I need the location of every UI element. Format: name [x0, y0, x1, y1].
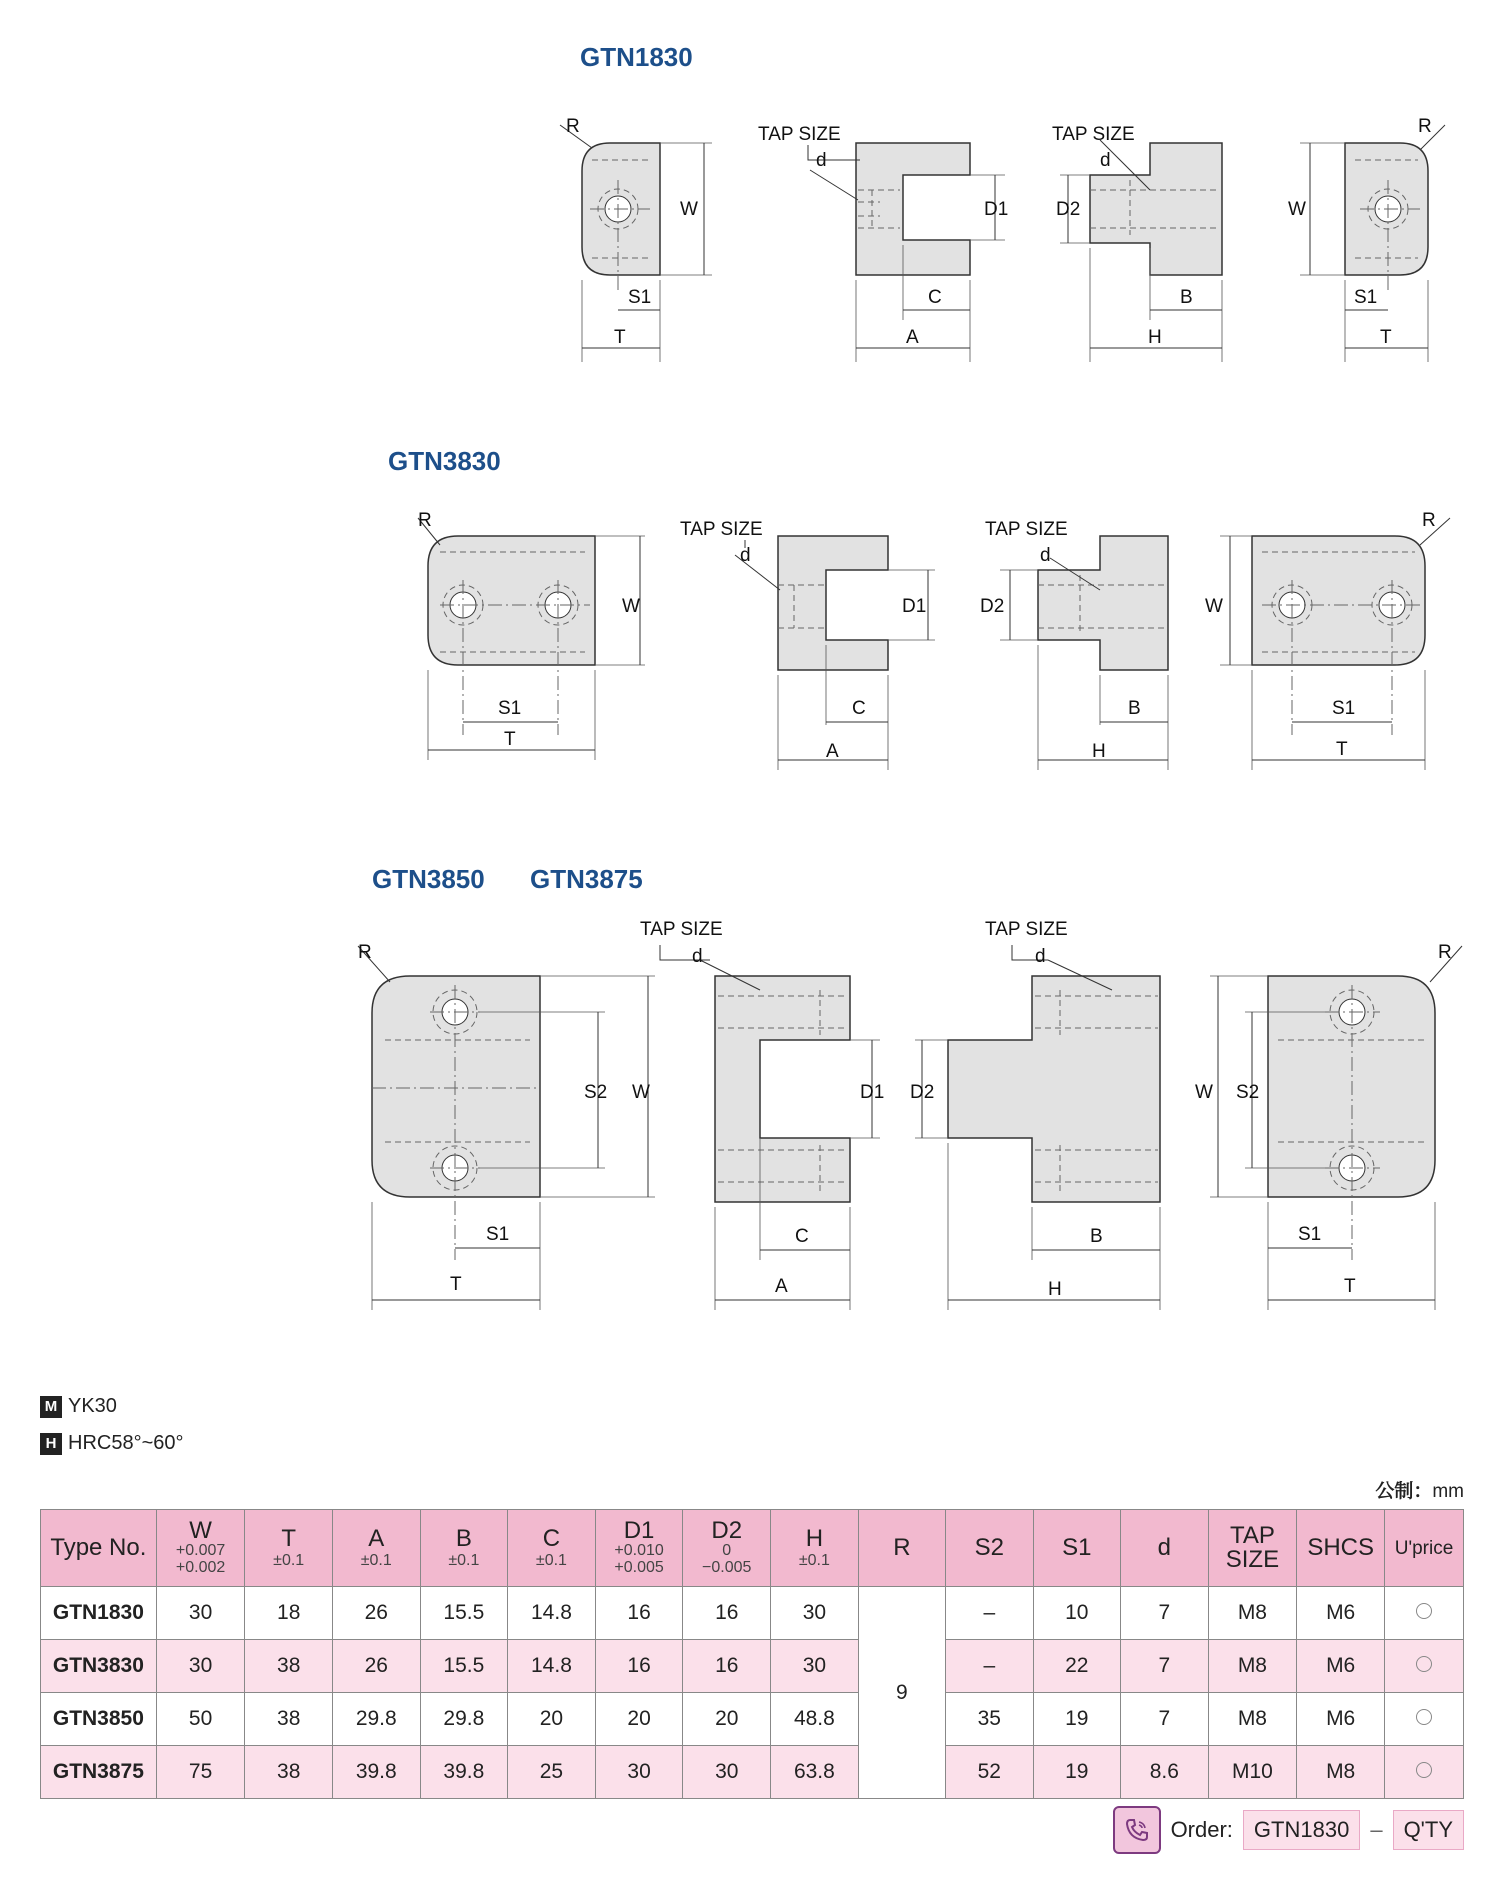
dim-label-w-6: W	[1195, 1082, 1213, 1103]
dim-label-d1-3: D1	[860, 1082, 885, 1103]
cell-a: 29.8	[332, 1693, 420, 1746]
unit-value: mm	[1432, 1481, 1464, 1502]
gtn3830-right-view	[1205, 510, 1450, 770]
table-header-row	[41, 1510, 1464, 1587]
price-circle-icon[interactable]	[1416, 1656, 1432, 1672]
cell-uprice[interactable]	[1385, 1587, 1464, 1640]
dim-label-d1: D1	[984, 199, 1009, 220]
cell-w: 30	[156, 1587, 245, 1640]
order-bar	[1113, 1806, 1464, 1854]
spec-table	[40, 1509, 1464, 1799]
tap-size-label-4: TAP SIZE	[985, 519, 1068, 540]
dim-label-d2-3: D2	[910, 1082, 935, 1103]
th-c: C ±0.1	[508, 1510, 596, 1587]
table-row	[41, 1640, 1464, 1693]
cell-d2: 30	[683, 1746, 771, 1799]
d-label-5: d	[692, 946, 703, 967]
dim-label-s2: S2	[584, 1082, 608, 1103]
dim-label-w-2: W	[1288, 199, 1306, 220]
dim-label-r-3: R	[418, 510, 432, 531]
th-tap-size: TAP SIZE	[1208, 1510, 1297, 1587]
cell-d2: 16	[683, 1587, 771, 1640]
cell-shcs: M6	[1297, 1587, 1385, 1640]
cell-c: 14.8	[508, 1587, 596, 1640]
cell-d2: 16	[683, 1640, 771, 1693]
th-r: R	[858, 1510, 945, 1587]
cell-d1: 16	[595, 1640, 683, 1693]
th-s2: S2	[946, 1510, 1034, 1587]
cell-h: 63.8	[771, 1746, 859, 1799]
dim-label-r-2: R	[1418, 116, 1432, 137]
dim-label-d2: D2	[1056, 199, 1081, 220]
th-s1: S1	[1033, 1510, 1121, 1587]
gtn3830-left-view	[418, 510, 645, 760]
cell-w: 30	[156, 1640, 245, 1693]
hardness-icon: H	[40, 1433, 62, 1455]
dim-label-t-6: T	[1344, 1276, 1356, 1297]
gtn3830-side-view	[980, 519, 1168, 770]
cell-h: 48.8	[771, 1693, 859, 1746]
table-row	[41, 1587, 1464, 1640]
price-circle-icon[interactable]	[1416, 1762, 1432, 1778]
hardness-text: HRC58°~60°	[68, 1432, 184, 1454]
cell-d1: 16	[595, 1587, 683, 1640]
d-label-4: d	[1040, 545, 1051, 566]
th-type-no: Type No.	[41, 1510, 157, 1587]
material-line	[40, 1395, 117, 1418]
dim-label-a-3: A	[775, 1276, 788, 1297]
cell-t: 38	[245, 1746, 333, 1799]
cell-type: GTN3875	[41, 1746, 157, 1799]
dim-label-r-5: R	[358, 942, 372, 963]
price-circle-icon[interactable]	[1416, 1709, 1432, 1725]
gtn3830-front-view	[680, 519, 935, 770]
dim-label-w-3: W	[622, 596, 640, 617]
section-title-gtn3830: GTN3830	[388, 446, 501, 476]
d-label: d	[816, 150, 827, 171]
cell-d2: 20	[683, 1693, 771, 1746]
tap-size-label-6: TAP SIZE	[985, 919, 1068, 940]
phone-icon[interactable]	[1113, 1806, 1161, 1854]
th-a: A ±0.1	[332, 1510, 420, 1587]
dim-label-c-3: C	[795, 1226, 809, 1247]
cell-b: 15.5	[420, 1640, 508, 1693]
dim-label-w: W	[680, 199, 698, 220]
cell-b: 39.8	[420, 1746, 508, 1799]
dim-label-t-5: T	[450, 1274, 462, 1295]
th-b: B ±0.1	[420, 1510, 508, 1587]
d-label-6: d	[1035, 946, 1046, 967]
dim-label-t-2: T	[1380, 327, 1392, 348]
cell-a: 26	[332, 1640, 420, 1693]
cell-t: 38	[245, 1693, 333, 1746]
cell-r: 9	[858, 1587, 945, 1799]
th-d: d	[1121, 1510, 1209, 1587]
cell-c: 14.8	[508, 1640, 596, 1693]
dim-label-b-2: B	[1128, 698, 1141, 719]
cell-t: 18	[245, 1587, 333, 1640]
cell-b: 29.8	[420, 1693, 508, 1746]
cell-d: 7	[1121, 1693, 1209, 1746]
table-row	[41, 1746, 1464, 1799]
cell-type: GTN3830	[41, 1640, 157, 1693]
gtn1830-side-view	[1052, 124, 1222, 362]
cell-type: GTN3850	[41, 1693, 157, 1746]
dim-label-w-4: W	[1205, 596, 1223, 617]
dim-label-a-2: A	[826, 741, 839, 762]
cell-tap: M8	[1208, 1640, 1297, 1693]
material-text: YK30	[68, 1395, 117, 1417]
cell-c: 25	[508, 1746, 596, 1799]
cell-d: 7	[1121, 1587, 1209, 1640]
hardness-line	[40, 1432, 184, 1455]
tap-size-label-2: TAP SIZE	[1052, 124, 1135, 145]
cell-uprice[interactable]	[1385, 1746, 1464, 1799]
dim-label-s1-2: S1	[1354, 287, 1378, 308]
cell-uprice[interactable]	[1385, 1693, 1464, 1746]
dim-label-w-5: W	[632, 1082, 650, 1103]
dim-label-s1-3: S1	[498, 698, 522, 719]
unit-prefix: 公制：	[1375, 1481, 1433, 1502]
cell-c: 20	[508, 1693, 596, 1746]
price-circle-icon[interactable]	[1416, 1603, 1432, 1619]
dim-label-r-4: R	[1422, 510, 1436, 531]
gtn3850-right-view	[1195, 942, 1462, 1310]
dim-label-h: H	[1148, 327, 1162, 348]
dim-label-t-4: T	[1336, 739, 1348, 760]
cell-s1: 19	[1033, 1693, 1121, 1746]
cell-d: 8.6	[1121, 1746, 1209, 1799]
dim-label-b: B	[1180, 287, 1193, 308]
cell-w: 75	[156, 1746, 245, 1799]
cell-w: 50	[156, 1693, 245, 1746]
cell-tap: M10	[1208, 1746, 1297, 1799]
section-title-gtn3850: GTN3850	[372, 864, 485, 894]
th-uprice: U'price	[1385, 1510, 1464, 1587]
dim-label-d2-2: D2	[980, 596, 1005, 617]
d-label-2: d	[1100, 150, 1111, 171]
dim-label-c-2: C	[852, 698, 866, 719]
gtn3850-front-view	[640, 919, 884, 1310]
table-row	[41, 1693, 1464, 1746]
section-title-gtn3875: GTN3875	[530, 864, 643, 894]
cell-uprice[interactable]	[1385, 1640, 1464, 1693]
section-title-gtn1830: GTN1830	[580, 42, 693, 72]
th-d1: D1 +0.010 +0.005	[595, 1510, 683, 1587]
dim-label-s2-2: S2	[1236, 1082, 1260, 1103]
gtn3850-left-view	[358, 942, 655, 1310]
order-qty[interactable]: Q'TY	[1393, 1810, 1464, 1850]
dim-label-b-3: B	[1090, 1226, 1103, 1247]
d-label-3: d	[740, 545, 751, 566]
cell-shcs: M6	[1297, 1640, 1385, 1693]
cell-a: 26	[332, 1587, 420, 1640]
cell-a: 39.8	[332, 1746, 420, 1799]
cell-d1: 20	[595, 1693, 683, 1746]
dim-label-t: T	[614, 327, 626, 348]
dim-label-d1-2: D1	[902, 596, 927, 617]
cell-shcs: M6	[1297, 1693, 1385, 1746]
cell-s2: 35	[946, 1693, 1034, 1746]
dim-label-s1-4: S1	[1332, 698, 1356, 719]
dim-label-r: R	[566, 116, 580, 137]
dim-label-h-2: H	[1092, 741, 1106, 762]
th-t: T ±0.1	[245, 1510, 333, 1587]
dim-label-s1: S1	[628, 287, 652, 308]
material-icon: M	[40, 1396, 62, 1418]
dim-label-s1-6: S1	[1298, 1224, 1322, 1245]
cell-type: GTN1830	[41, 1587, 157, 1640]
gtn3850-side-view	[910, 919, 1160, 1310]
tap-size-label-3: TAP SIZE	[680, 519, 763, 540]
cell-tap: M8	[1208, 1587, 1297, 1640]
dim-label-t-3: T	[504, 729, 516, 750]
tap-size-label-5: TAP SIZE	[640, 919, 723, 940]
th-w: W +0.007 +0.002	[156, 1510, 245, 1587]
gtn1830-right-view	[1288, 116, 1445, 362]
cell-s2: 52	[946, 1746, 1034, 1799]
dim-label-c: C	[928, 287, 942, 308]
unit-label	[1375, 1476, 1464, 1503]
cell-d: 7	[1121, 1640, 1209, 1693]
cell-b: 15.5	[420, 1587, 508, 1640]
order-part-number[interactable]: GTN1830	[1243, 1810, 1360, 1850]
cell-s1: 22	[1033, 1640, 1121, 1693]
dim-label-s1-5: S1	[486, 1224, 510, 1245]
th-d2: D2 0 −0.005	[683, 1510, 771, 1587]
gtn1830-left-view	[560, 116, 712, 362]
dim-label-a: A	[906, 327, 919, 348]
cell-h: 30	[771, 1640, 859, 1693]
cell-shcs: M8	[1297, 1746, 1385, 1799]
cell-t: 38	[245, 1640, 333, 1693]
cell-d1: 30	[595, 1746, 683, 1799]
order-separator: –	[1370, 1817, 1383, 1842]
cell-s1: 19	[1033, 1746, 1121, 1799]
cell-tap: M8	[1208, 1693, 1297, 1746]
dim-label-h-3: H	[1048, 1279, 1062, 1300]
tap-size-label: TAP SIZE	[758, 124, 841, 145]
dim-label-r-6: R	[1438, 942, 1452, 963]
cell-h: 30	[771, 1587, 859, 1640]
th-shcs: SHCS	[1297, 1510, 1385, 1587]
order-label: Order:	[1170, 1817, 1233, 1842]
cell-s1: 10	[1033, 1587, 1121, 1640]
th-h: H ±0.1	[771, 1510, 859, 1587]
cell-s2: –	[946, 1640, 1034, 1693]
gtn1830-front-view	[758, 124, 1008, 362]
cell-s2: –	[946, 1587, 1034, 1640]
